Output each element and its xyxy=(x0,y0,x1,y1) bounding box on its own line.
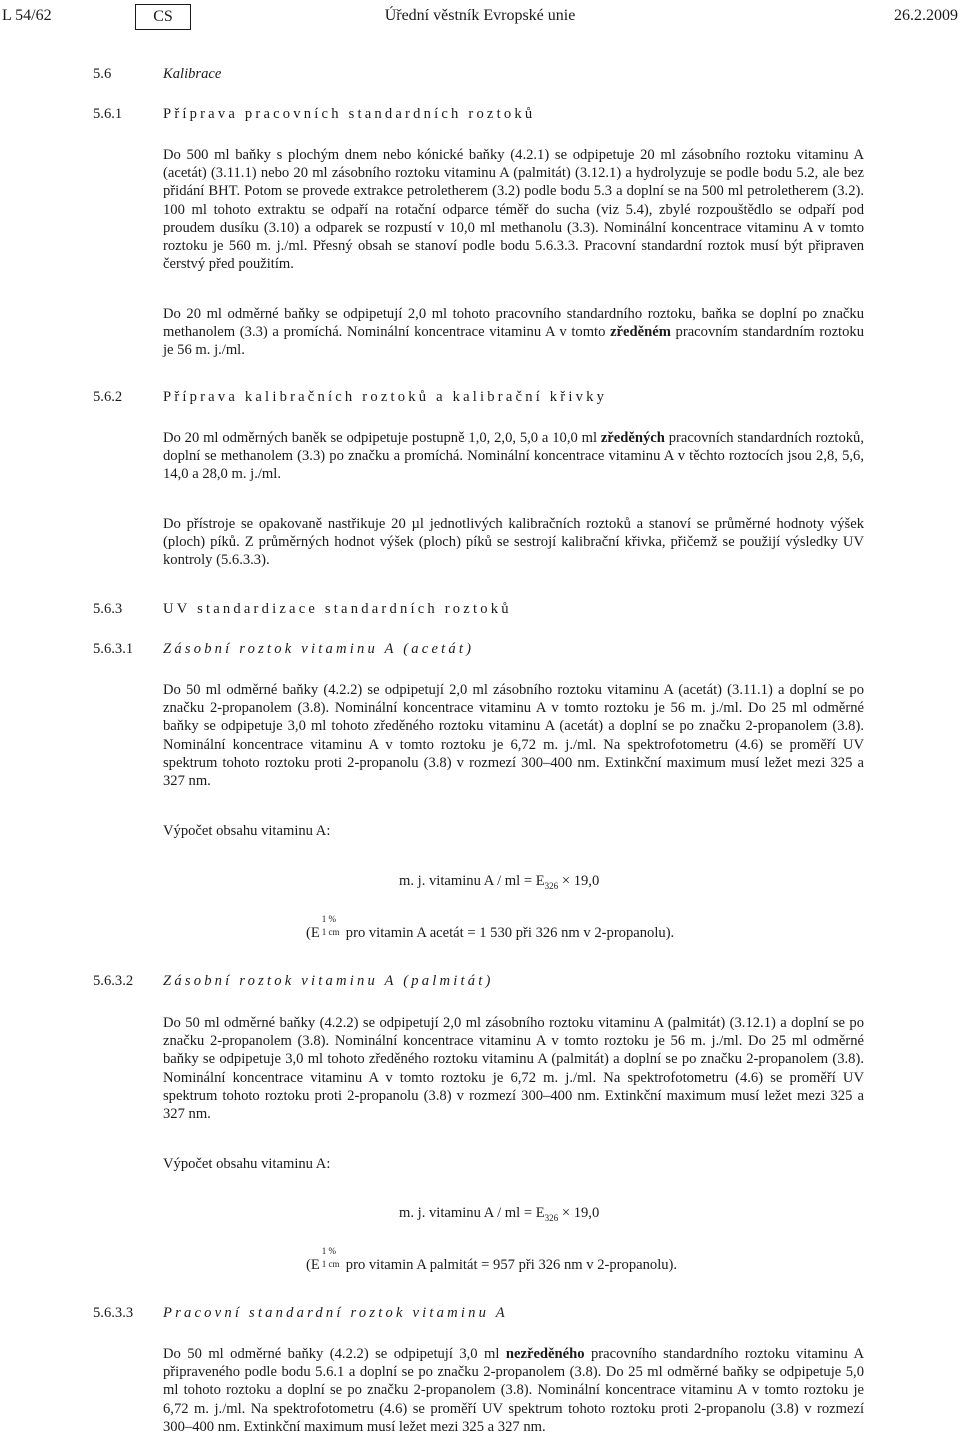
issue-date: 26.2.2009 xyxy=(894,7,958,24)
paragraph: Do 20 ml odměrných baněk se odpipetuje postupně 1,0, 2,0, 5,0 a 10,0 ml zředěných pracovních standardních roztoků, doplní se methanolem (3.3) po značku a promíchá. Nominální koncentrace vitaminu A v těchto roztocích jsou 2,8, 5,6, 14,0 a 28,0 m. j./ml. xyxy=(163,430,864,483)
section-number: 5.6.1 xyxy=(93,106,123,122)
section-title: Zásobní roztok vitaminu A (acetát) xyxy=(163,641,475,657)
section-number: 5.6.3.2 xyxy=(93,973,134,989)
section-number: 5.6.3 xyxy=(93,601,123,617)
page-number: L 54/62 xyxy=(2,7,52,24)
section-title: UV standardizace standardních roztoků xyxy=(163,601,512,617)
formula-note: (E 1 % 1 cm pro vitamin A palmitát = 957 při 326 nm v 2-propanolu). xyxy=(306,1246,678,1273)
section-number: 5.6.2 xyxy=(93,389,123,405)
section-title: Příprava pracovních standardních roztoků xyxy=(163,106,536,122)
formula: m. j. vitaminu A / ml = $E_{326} \times 19,0$ xyxy=(399,873,600,891)
calculation-label: Výpočet obsahu vitaminu A: xyxy=(163,823,331,839)
paragraph: Do 50 ml odměrné baňky (4.2.2) se odpipetují 3,0 ml nezředěného pracovního standardního roztoku vitaminu A připraveného podle bodu 5.6.1 a doplní se po značku 2-propanolem (3.8). Do 25 ml odměrné baňky se odpipetuje 5,0 ml tohoto roztoku a doplní se po značku 2-propanolem (3.8). Nominální koncentrace vitaminu A v tomto roztoku je 6,72 m. j./ml. Na spektrofotometru (4.6) se proměří UV spektrum tohoto roztoku proti 2-propanolu (3.8) v rozmezí 300–400 nm. Extinkční maximum musí ležet mezi 325 a 327 nm. xyxy=(163,1346,865,1435)
page-header xyxy=(0,4,960,30)
journal-title: Úřední věstník Evropské unie xyxy=(384,7,576,24)
section-title: Kalibrace xyxy=(163,66,222,82)
calculation-label: Výpočet obsahu vitaminu A: xyxy=(163,1156,331,1172)
section-number: 5.6.3.1 xyxy=(93,641,134,657)
language-badge: CS xyxy=(135,4,191,30)
paragraph: Do 50 ml odměrné baňky (4.2.2) se odpipetují 2,0 ml zásobního roztoku vitaminu A (acetát) (3.11.1) a doplní se po značku 2-propanolem (3.8). Nominální koncentrace vitaminu A v tomto roztoku je 56 m. j./ml. Do 25 ml odměrné baňky se odpipetuje 3,0 ml tohoto zředěného roztoku vitaminu A (acetát) a doplní se po značku 2-propanolem (3.8). Nominální koncentrace vitaminu A v tomto roztoku je 6,72 m. j./ml. Na spektrofotometru (4.6) se proměří UV spektrum tohoto roztoku proti 2-propanolu (3.8) v rozmezí 300–400 nm. Extinkční maximum musí ležet mezi 325 a 327 nm. xyxy=(163,682,864,790)
section-number: 5.6 xyxy=(93,66,112,82)
section-title: Příprava kalibračních roztoků a kalibrační křivky xyxy=(163,389,608,405)
paragraph: Do 20 ml odměrné baňky se odpipetují 2,0 ml tohoto pracovního standardního roztoku, baňka se doplní po značku methanolem (3.3) a promíchá. Nominální koncentrace vitaminu A v tomto zředěném pracovním standardním roztoku je 56 m. j./ml. xyxy=(163,306,864,359)
section-number: 5.6.3.3 xyxy=(93,1305,134,1321)
formula-note: (E 1 % 1 cm pro vitamin A acetát = 1 530 při 326 nm v 2-propanolu). xyxy=(306,914,675,941)
section-title: Pracovní standardní roztok vitaminu A xyxy=(163,1305,508,1321)
formula: m. j. vitaminu A / ml = $E_{326} \times 19,0$ xyxy=(399,1205,600,1223)
section-title: Zásobní roztok vitaminu A (palmitát) xyxy=(163,973,494,989)
paragraph: Do přístroje se opakovaně nastřikuje 20 µl jednotlivých kalibračních roztoků a stanoví se průměrné hodnoty výšek (ploch) píků. Z průměrných hodnot výšek (ploch) píků se sestrojí kalibrační křivka, přičemž se použijí výsledky UV kontroly (5.6.3.3). xyxy=(163,516,864,569)
paragraph: Do 50 ml odměrné baňky (4.2.2) se odpipetují 2,0 ml zásobního roztoku vitaminu A (palmitát) (3.12.1) a doplní se po značku 2-propanolem (3.8). Nominální koncentrace vitaminu A v tomto roztoku je 56 m. j./ml. Do 25 ml odměrné baňky se odpipetuje 3,0 ml tohoto zředěného roztoku vitaminu A (palmitát) a doplní se po značku 2-propanolem (3.8). Nominální koncentrace vitaminu A v tomto roztoku je 6,72 m. j./ml. Na spektrofotometru (4.6) se proměří UV spektrum tohoto roztoku proti 2-propanolu (3.8) v rozmezí 300–400 nm. Extinkční maximum musí ležet mezi 325 a 327 nm. xyxy=(163,1015,864,1123)
paragraph: Do 500 ml baňky s plochým dnem nebo kónické baňky (4.2.1) se odpipetuje 20 ml zásobního roztoku vitaminu A (acetát) (3.11.1) nebo 20 ml zásobního roztoku vitaminu A (palmitát) (3.12.1) a hydrolyzuje se podle bodu 5.2, ale bez přidání BHT. Potom se provede extrakce petroletherem (3.2) podle bodu 5.3 a doplní se na 500 ml petroletherem (3.2). 100 ml tohoto extraktu se odpaří na rotační odparce téměř do sucha (viz 5.4), zbylé rozpouštědlo se odpaří pod proudem dusíku (3.10) a odparek se rozpustí v 10,0 ml methanolu (3.3). Nominální koncentrace vitaminu A v tomto roztoku je 560 m. j./ml. Přesný obsah se stanoví podle bodu 5.6.3.3. Pracovní standardní roztok musí být připraven čerstvý před použitím. xyxy=(163,147,864,273)
